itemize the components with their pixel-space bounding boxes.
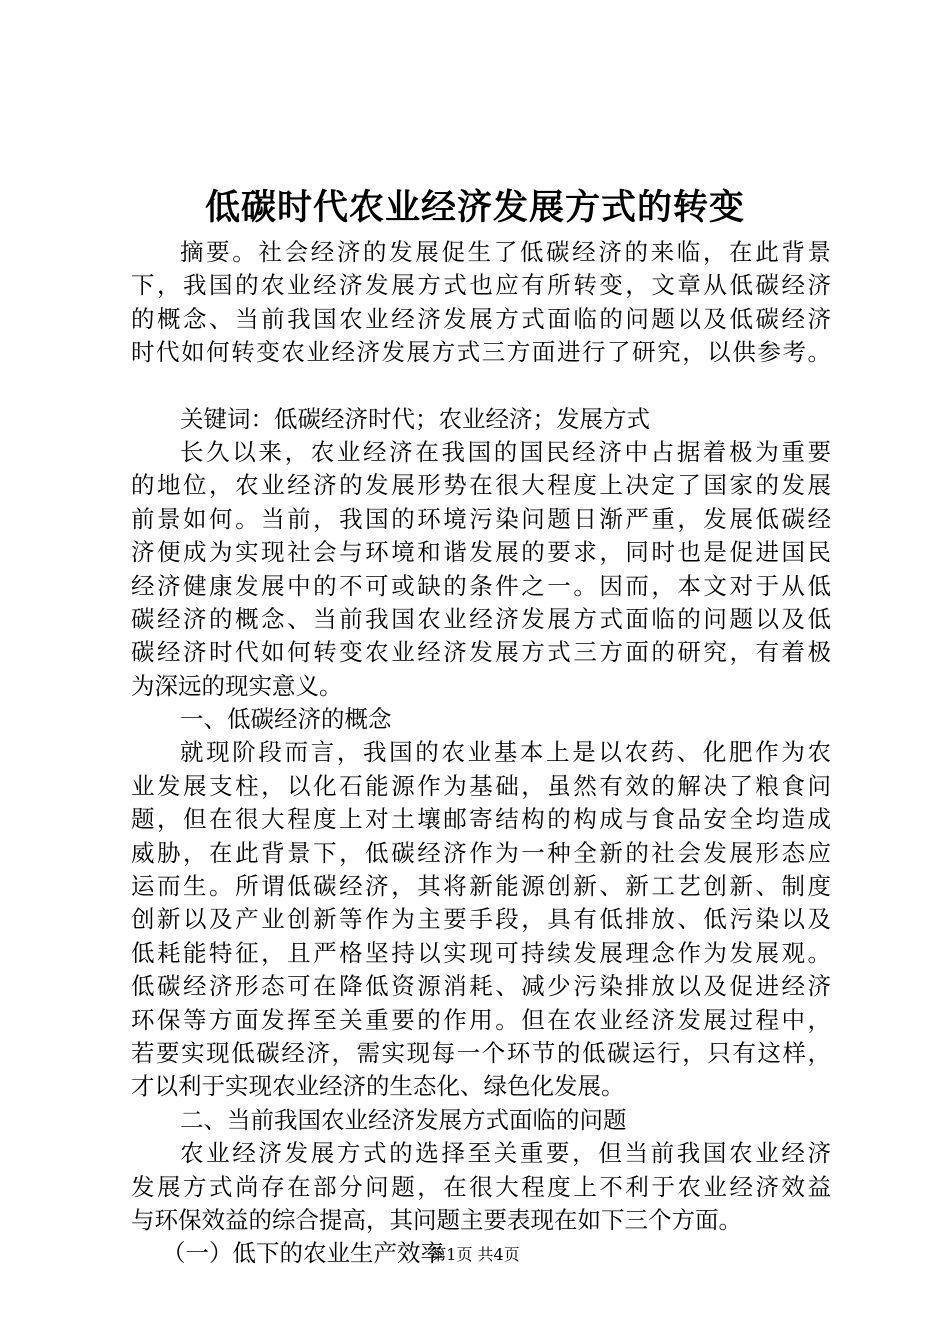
abstract-line: 的概念、当前我国农业经济发展方式面临的问题以及低碳经济 <box>131 304 831 333</box>
abstract-line: 下，我国的农业经济发展方式也应有所转变，文章从低碳经济 <box>131 271 831 300</box>
intro-line: 经济健康发展中的不可或缺的条件之一。因而，本文对于从低 <box>131 571 831 600</box>
paragraph-gap <box>131 370 831 403</box>
section1-line: 低耗能特征，且严格坚持以实现可持续发展理念作为发展观。 <box>131 938 831 967</box>
section1-line: 威胁，在此背景下，低碳经济作为一种全新的社会发展形态应 <box>131 838 831 867</box>
section1-line: 低碳经济形态可在降低资源消耗、减少污染排放以及促进经济 <box>131 972 831 1001</box>
abstract-line: 时代如何转变农业经济发展方式三方面进行了研究，以供参考。 <box>131 338 831 367</box>
intro-line: 碳经济时代如何转变农业经济发展方式三方面的研究，有着极 <box>131 638 831 667</box>
document-title: 低碳时代农业经济发展方式的转变 <box>204 187 745 228</box>
intro-line: 的地位，农业经济的发展形势在很大程度上决定了国家的发展 <box>131 471 831 500</box>
document-body <box>131 236 831 1271</box>
section2-paragraph <box>131 1137 831 1237</box>
page-footer: 第1页 共4页 <box>430 1245 520 1264</box>
intro-line: 为深远的现实意义。 <box>131 671 343 700</box>
intro-line: 碳经济的概念、当前我国农业经济发展方式面临的问题以及低 <box>131 604 831 633</box>
intro-line: 济便成为实现社会与环境和谐发展的要求，同时也是促进国民 <box>131 538 831 567</box>
section1-line: 运而生。所谓低碳经济，其将新能源创新、新工艺创新、制度 <box>131 872 831 901</box>
section1-line: 题，但在很大程度上对土壤邮寄结构的构成与食品安全均造成 <box>131 805 831 834</box>
keywords-line: 关键词：低碳经济时代；农业经济；发展方式 <box>180 404 650 433</box>
intro-line: 前景如何。当前，我国的环境污染问题日渐严重，发展低碳经 <box>131 504 831 533</box>
section1-heading: 一、低碳经济的概念 <box>180 705 392 734</box>
section1-line: 业发展支柱，以化石能源作为基础，虽然有效的解决了粮食问 <box>131 771 831 800</box>
section1-line: 就现阶段而言，我国的农业基本上是以农药、化肥作为农 <box>180 738 831 767</box>
abstract-paragraph <box>131 236 831 370</box>
section1-paragraph <box>131 736 831 1103</box>
subsection1-heading: （一）低下的农业生产效率 <box>162 1239 444 1268</box>
section2-line: 与环保效益的综合提高，其问题主要表现在如下三个方面。 <box>131 1205 742 1234</box>
section1-line: 若要实现低碳经济，需实现每一个环节的低碳运行，只有这样， <box>131 1038 831 1067</box>
section1-line: 环保等方面发挥至关重要的作用。但在农业经济发展过程中， <box>131 1005 831 1034</box>
section1-line: 创新以及产业创新等作为主要手段，具有低排放、低污染以及 <box>131 905 831 934</box>
section2-heading: 二、当前我国农业经济发展方式面临的问题 <box>180 1105 627 1134</box>
section2-line: 农业经济发展方式的选择至关重要，但当前我国农业经济 <box>180 1139 831 1168</box>
intro-line: 长久以来，农业经济在我国的国民经济中占据着极为重要 <box>180 437 831 466</box>
intro-paragraph <box>131 436 831 703</box>
abstract-line: 摘要。社会经济的发展促生了低碳经济的来临，在此背景 <box>180 238 831 266</box>
section2-line: 发展方式尚存在部分问题，在很大程度上不利于农业经济效益 <box>131 1172 831 1201</box>
section1-line: 才以利于实现农业经济的生态化、绿色化发展。 <box>131 1072 625 1101</box>
